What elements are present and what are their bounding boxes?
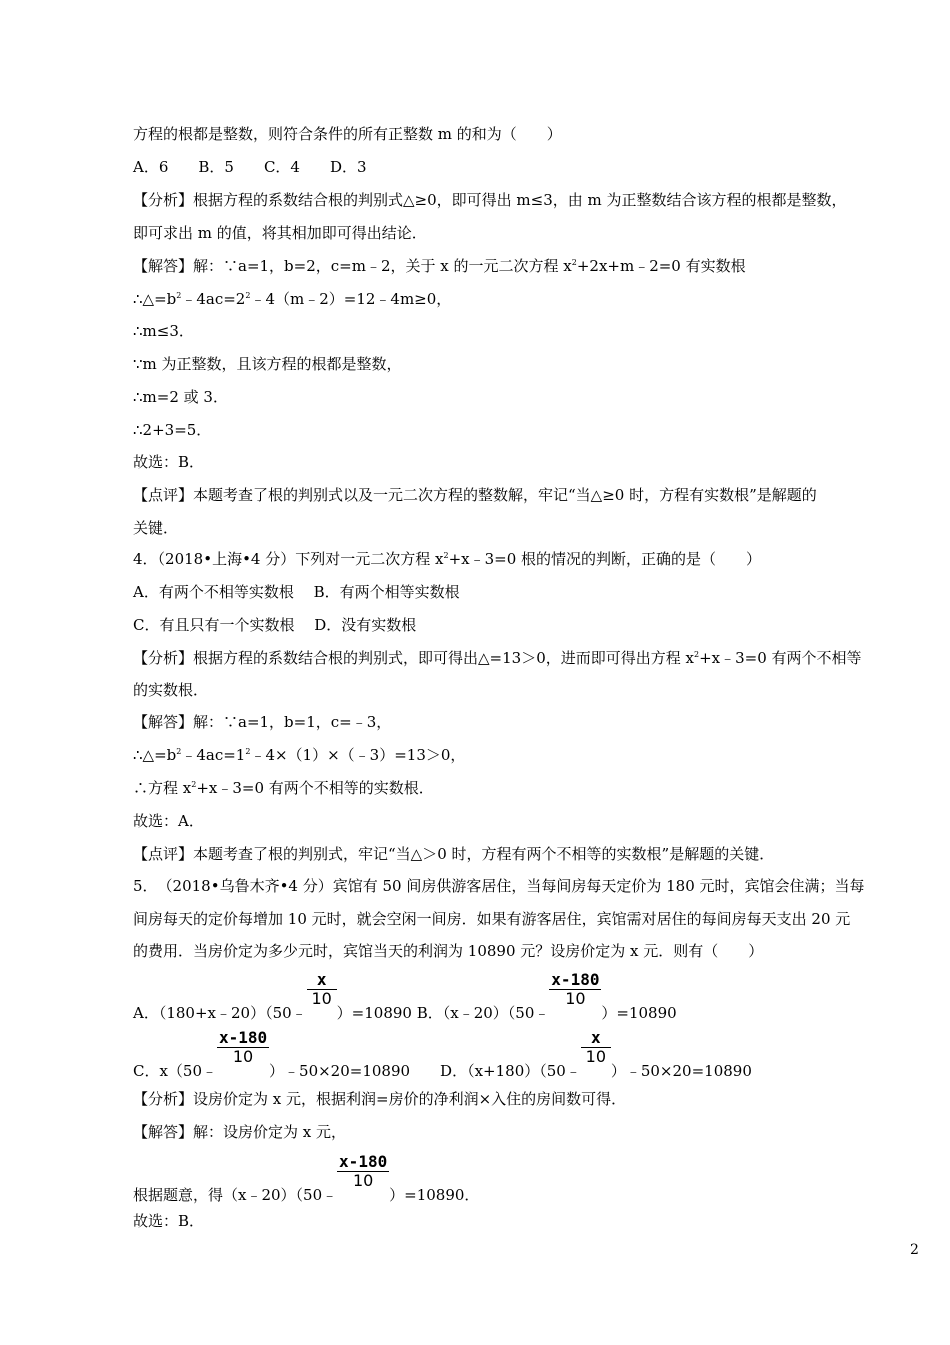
question-5-stem [133, 941, 763, 961]
superscript: 2 [191, 780, 197, 789]
text: ∴△=b [133, 290, 177, 308]
page-number: 2 [910, 1242, 919, 1258]
text: A．有两个不相等实数根 B．有两个相等实数根 [133, 583, 460, 601]
solution-line [133, 778, 434, 801]
text: 故选：B． [133, 1212, 205, 1230]
superscript: 2 [176, 747, 182, 756]
fraction [217, 1028, 269, 1076]
text: A．（180+x﹣20）（50﹣ [133, 1004, 307, 1022]
solution-line [133, 321, 194, 341]
analysis-line [133, 223, 427, 243]
denominator: 10 [565, 989, 586, 1008]
denominator: 10 [585, 1047, 607, 1066]
fraction [307, 970, 337, 1018]
text: ∴m=2 或 3． [133, 388, 228, 406]
fraction [549, 970, 601, 1018]
solution-line [133, 420, 211, 440]
analysis-line [133, 680, 208, 700]
solution-choice [133, 811, 204, 831]
answer-options [133, 157, 367, 177]
text: ﹣4ac=2 [181, 290, 246, 308]
numerator: x-180 [551, 970, 600, 989]
text: +x﹣3=0 有两个不相等的实数根． [196, 779, 434, 797]
superscript: 2 [176, 291, 182, 300]
text: 【点评】本题考查了根的判别式以及一元二次方程的整数解，牢记“当△≥0 时，方程有实数根”是解题的 [133, 486, 817, 504]
denominator: 10 [352, 1171, 374, 1190]
solution-line [133, 745, 465, 768]
solution-line [133, 1122, 346, 1142]
text: 方程的根都是整数，则符合条件的所有正整数 m 的和为（ ） [133, 125, 562, 143]
analysis-line [133, 190, 847, 210]
text: 【点评】本题考查了根的判别式，牢记“当△＞0 时，方程有两个不相等的实数根”是解题的关键． [133, 845, 775, 863]
solution-line [133, 354, 402, 374]
superscript: 2 [245, 747, 251, 756]
text: 【解答】解：设房价定为 x 元， [133, 1123, 346, 1141]
text: ∴△=b [133, 746, 177, 764]
text: ）﹣50×20=10890 [610, 1062, 752, 1080]
text: +x﹣3=0 根的情况的判断，正确的是（ ） [448, 550, 762, 568]
denominator: 10 [232, 1047, 254, 1066]
answer-options [133, 582, 460, 602]
text: +2x+m﹣2=0 有实数根 [576, 257, 746, 275]
solution-line [133, 712, 391, 732]
text: ﹣4（m﹣2）=12﹣4m≥0， [250, 290, 452, 308]
numerator: x-180 [218, 1028, 268, 1047]
text: 间房每天的定价每增加 10 元时，就会空闲一间房．如果有游客居住，宾馆需对居住的每间房每天支出 20 元 [133, 910, 851, 928]
denominator: 10 [311, 989, 332, 1008]
solution-line [133, 256, 746, 279]
text: ﹣4ac=1 [181, 746, 246, 764]
superscript: 2 [693, 650, 700, 659]
text: 的费用．当房价定为多少元时，宾馆当天的利润为 10890 元？设房价定为 x 元．则有（ ） [133, 942, 764, 960]
analysis-line [133, 648, 862, 671]
text: C．x（50﹣ [133, 1062, 218, 1080]
text: ）=10890 B．（x﹣20）（50﹣ [336, 1004, 550, 1022]
analysis-line [133, 1089, 626, 1109]
text: ∴方程 x [133, 779, 192, 797]
text: 【分析】设房价定为 x 元，根据利润=房价的净利润×入住的房间数可得． [133, 1090, 627, 1108]
answer-options [133, 615, 416, 635]
fraction [337, 1152, 389, 1200]
solution-line [133, 387, 228, 407]
numerator: x-180 [339, 1152, 388, 1171]
text: ）﹣50×20=10890 D．（x+180）（50﹣ [269, 1062, 581, 1080]
text: ∴m≤3． [133, 322, 194, 340]
text: 故选：A． [133, 812, 204, 830]
question-5-stem [133, 909, 850, 929]
option-c-d [133, 1028, 752, 1081]
option-a-b [133, 970, 677, 1023]
superscript: 2 [443, 551, 449, 560]
text: 的实数根． [133, 681, 209, 699]
comment-line [133, 485, 817, 505]
solution-choice [133, 452, 204, 472]
text: 关键． [133, 519, 179, 537]
text: A．6 B．5 C．4 D．3 [133, 158, 367, 176]
text: 4．（2018•上海•4 分）下列对一元二次方程 x [133, 550, 444, 568]
text: ∴2+3=5． [133, 421, 212, 439]
superscript: 2 [245, 291, 251, 300]
text: 5． （2018•乌鲁木齐•4 分）宾馆有 50 间房供游客居住，当每间房每天定价为 180 元时，宾馆会住满；当每 [133, 877, 865, 895]
question-stem-line [133, 124, 562, 144]
question-5-stem [133, 876, 865, 896]
text: ）=10890 [601, 1004, 677, 1022]
text: ）=10890． [389, 1186, 480, 1204]
solution-line [133, 1152, 480, 1205]
numerator: x [316, 970, 327, 989]
text: 【分析】根据方程的系数结合根的判别式△≥0，即可得出 m≤3，由 m 为正整数结合该方程的根都是整数， [133, 191, 847, 209]
text: 【解答】解：∵a=1，b=1，c=﹣3， [133, 713, 392, 731]
text: C．有且只有一个实数根 D．没有实数根 [133, 616, 417, 634]
text: 即可求出 m 的值，将其相加即可得出结论． [133, 224, 427, 242]
text: +x﹣3=0 有两个不相等 [699, 649, 862, 667]
solution-line [133, 289, 451, 312]
text: 故选：B． [133, 453, 205, 471]
fraction [581, 1028, 611, 1076]
question-4-stem [133, 549, 761, 572]
superscript: 2 [571, 258, 577, 267]
solution-choice [133, 1211, 204, 1231]
comment-line [133, 844, 774, 864]
text: 【分析】根据方程的系数结合根的判别式，即可得出△=13＞0，进而即可得出方程 x [133, 649, 694, 667]
text: 根据题意，得（x﹣20）（50﹣ [133, 1186, 338, 1204]
numerator: x [591, 1028, 601, 1047]
comment-line [133, 518, 178, 538]
text: 【解答】解：∵a=1，b=2，c=m﹣2，关于 x 的一元二次方程 x [133, 257, 572, 275]
text: ∵m 为正整数，且该方程的根都是整数， [133, 355, 402, 373]
text: ﹣4×（1）×（﹣3）=13＞0， [250, 746, 466, 764]
